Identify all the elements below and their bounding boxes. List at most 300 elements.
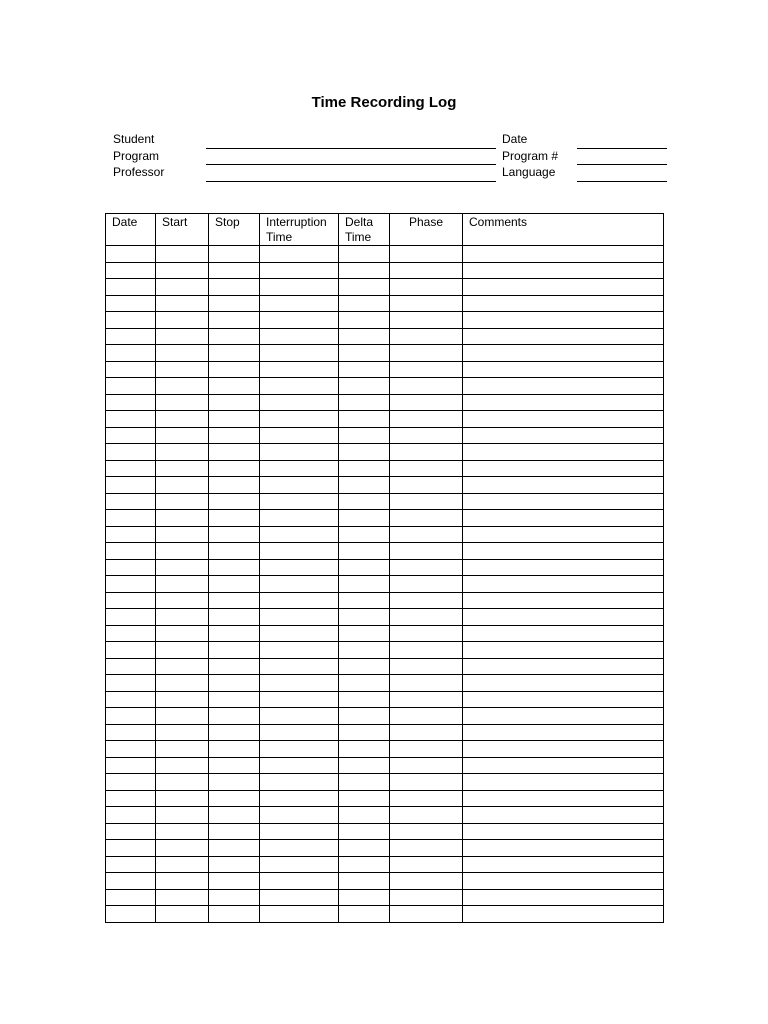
- cell-date[interactable]: [106, 526, 156, 543]
- cell-interruption-time[interactable]: [260, 378, 339, 395]
- cell-date[interactable]: [106, 444, 156, 461]
- cell-stop[interactable]: [209, 262, 260, 279]
- cell-comments[interactable]: [463, 427, 664, 444]
- cell-delta-time[interactable]: [339, 823, 390, 840]
- cell-date[interactable]: [106, 757, 156, 774]
- cell-date[interactable]: [106, 609, 156, 626]
- cell-start[interactable]: [156, 724, 209, 741]
- cell-date[interactable]: [106, 889, 156, 906]
- cell-comments[interactable]: [463, 526, 664, 543]
- cell-stop[interactable]: [209, 790, 260, 807]
- cell-start[interactable]: [156, 361, 209, 378]
- cell-start[interactable]: [156, 394, 209, 411]
- cell-start[interactable]: [156, 906, 209, 923]
- cell-date[interactable]: [106, 592, 156, 609]
- cell-date[interactable]: [106, 394, 156, 411]
- cell-stop[interactable]: [209, 856, 260, 873]
- student-field-line[interactable]: [206, 148, 496, 149]
- cell-start[interactable]: [156, 444, 209, 461]
- cell-interruption-time[interactable]: [260, 790, 339, 807]
- cell-comments[interactable]: [463, 906, 664, 923]
- cell-comments[interactable]: [463, 873, 664, 890]
- cell-stop[interactable]: [209, 675, 260, 692]
- cell-phase[interactable]: [390, 526, 463, 543]
- cell-date[interactable]: [106, 543, 156, 560]
- cell-interruption-time[interactable]: [260, 262, 339, 279]
- cell-comments[interactable]: [463, 724, 664, 741]
- cell-delta-time[interactable]: [339, 262, 390, 279]
- cell-comments[interactable]: [463, 361, 664, 378]
- cell-interruption-time[interactable]: [260, 906, 339, 923]
- cell-date[interactable]: [106, 427, 156, 444]
- cell-comments[interactable]: [463, 790, 664, 807]
- cell-stop[interactable]: [209, 246, 260, 263]
- cell-stop[interactable]: [209, 625, 260, 642]
- cell-delta-time[interactable]: [339, 378, 390, 395]
- cell-delta-time[interactable]: [339, 840, 390, 857]
- cell-delta-time[interactable]: [339, 394, 390, 411]
- cell-comments[interactable]: [463, 691, 664, 708]
- cell-date[interactable]: [106, 378, 156, 395]
- cell-start[interactable]: [156, 774, 209, 791]
- cell-comments[interactable]: [463, 477, 664, 494]
- cell-phase[interactable]: [390, 592, 463, 609]
- cell-stop[interactable]: [209, 807, 260, 824]
- cell-delta-time[interactable]: [339, 856, 390, 873]
- cell-interruption-time[interactable]: [260, 460, 339, 477]
- cell-delta-time[interactable]: [339, 411, 390, 428]
- cell-interruption-time[interactable]: [260, 774, 339, 791]
- cell-comments[interactable]: [463, 840, 664, 857]
- cell-delta-time[interactable]: [339, 609, 390, 626]
- cell-interruption-time[interactable]: [260, 295, 339, 312]
- cell-comments[interactable]: [463, 493, 664, 510]
- cell-date[interactable]: [106, 295, 156, 312]
- cell-start[interactable]: [156, 642, 209, 659]
- cell-date[interactable]: [106, 807, 156, 824]
- cell-comments[interactable]: [463, 510, 664, 527]
- cell-start[interactable]: [156, 807, 209, 824]
- cell-start[interactable]: [156, 427, 209, 444]
- cell-date[interactable]: [106, 708, 156, 725]
- cell-start[interactable]: [156, 840, 209, 857]
- cell-interruption-time[interactable]: [260, 361, 339, 378]
- cell-delta-time[interactable]: [339, 477, 390, 494]
- cell-start[interactable]: [156, 262, 209, 279]
- cell-date[interactable]: [106, 774, 156, 791]
- cell-delta-time[interactable]: [339, 246, 390, 263]
- cell-date[interactable]: [106, 625, 156, 642]
- cell-interruption-time[interactable]: [260, 642, 339, 659]
- cell-start[interactable]: [156, 675, 209, 692]
- cell-delta-time[interactable]: [339, 691, 390, 708]
- cell-interruption-time[interactable]: [260, 246, 339, 263]
- cell-comments[interactable]: [463, 642, 664, 659]
- cell-delta-time[interactable]: [339, 312, 390, 329]
- cell-phase[interactable]: [390, 609, 463, 626]
- cell-start[interactable]: [156, 460, 209, 477]
- cell-phase[interactable]: [390, 493, 463, 510]
- cell-interruption-time[interactable]: [260, 559, 339, 576]
- cell-phase[interactable]: [390, 279, 463, 296]
- cell-interruption-time[interactable]: [260, 345, 339, 362]
- cell-date[interactable]: [106, 345, 156, 362]
- cell-date[interactable]: [106, 906, 156, 923]
- cell-phase[interactable]: [390, 642, 463, 659]
- cell-comments[interactable]: [463, 658, 664, 675]
- cell-date[interactable]: [106, 873, 156, 890]
- cell-delta-time[interactable]: [339, 427, 390, 444]
- cell-stop[interactable]: [209, 642, 260, 659]
- cell-delta-time[interactable]: [339, 345, 390, 362]
- cell-start[interactable]: [156, 345, 209, 362]
- cell-phase[interactable]: [390, 658, 463, 675]
- cell-date[interactable]: [106, 361, 156, 378]
- cell-comments[interactable]: [463, 262, 664, 279]
- cell-phase[interactable]: [390, 906, 463, 923]
- cell-phase[interactable]: [390, 625, 463, 642]
- cell-start[interactable]: [156, 658, 209, 675]
- cell-phase[interactable]: [390, 460, 463, 477]
- cell-stop[interactable]: [209, 543, 260, 560]
- cell-comments[interactable]: [463, 378, 664, 395]
- cell-date[interactable]: [106, 724, 156, 741]
- cell-comments[interactable]: [463, 394, 664, 411]
- cell-date[interactable]: [106, 477, 156, 494]
- cell-stop[interactable]: [209, 873, 260, 890]
- cell-stop[interactable]: [209, 724, 260, 741]
- cell-interruption-time[interactable]: [260, 741, 339, 758]
- cell-interruption-time[interactable]: [260, 477, 339, 494]
- cell-stop[interactable]: [209, 559, 260, 576]
- cell-comments[interactable]: [463, 543, 664, 560]
- cell-start[interactable]: [156, 889, 209, 906]
- cell-start[interactable]: [156, 873, 209, 890]
- cell-phase[interactable]: [390, 295, 463, 312]
- cell-start[interactable]: [156, 295, 209, 312]
- cell-date[interactable]: [106, 411, 156, 428]
- cell-stop[interactable]: [209, 510, 260, 527]
- cell-interruption-time[interactable]: [260, 691, 339, 708]
- cell-interruption-time[interactable]: [260, 840, 339, 857]
- cell-phase[interactable]: [390, 477, 463, 494]
- cell-start[interactable]: [156, 790, 209, 807]
- cell-start[interactable]: [156, 576, 209, 593]
- cell-delta-time[interactable]: [339, 642, 390, 659]
- cell-comments[interactable]: [463, 559, 664, 576]
- table-row: [106, 361, 664, 378]
- cell-interruption-time[interactable]: [260, 823, 339, 840]
- cell-phase[interactable]: [390, 427, 463, 444]
- cell-phase[interactable]: [390, 543, 463, 560]
- cell-interruption-time[interactable]: [260, 708, 339, 725]
- cell-stop[interactable]: [209, 460, 260, 477]
- cell-phase[interactable]: [390, 345, 463, 362]
- table-row: [106, 378, 664, 395]
- cell-start[interactable]: [156, 246, 209, 263]
- cell-phase[interactable]: [390, 559, 463, 576]
- cell-phase[interactable]: [390, 675, 463, 692]
- cell-stop[interactable]: [209, 741, 260, 758]
- header-label-language: Language: [502, 165, 556, 179]
- cell-date[interactable]: [106, 246, 156, 263]
- cell-phase[interactable]: [390, 246, 463, 263]
- cell-interruption-time[interactable]: [260, 807, 339, 824]
- cell-comments[interactable]: [463, 823, 664, 840]
- cell-start[interactable]: [156, 625, 209, 642]
- cell-delta-time[interactable]: [339, 790, 390, 807]
- cell-date[interactable]: [106, 658, 156, 675]
- cell-comments[interactable]: [463, 741, 664, 758]
- cell-start[interactable]: [156, 559, 209, 576]
- cell-start[interactable]: [156, 378, 209, 395]
- cell-start[interactable]: [156, 856, 209, 873]
- cell-stop[interactable]: [209, 295, 260, 312]
- cell-start[interactable]: [156, 708, 209, 725]
- cell-delta-time[interactable]: [339, 460, 390, 477]
- cell-stop[interactable]: [209, 691, 260, 708]
- cell-interruption-time[interactable]: [260, 675, 339, 692]
- cell-start[interactable]: [156, 526, 209, 543]
- cell-interruption-time[interactable]: [260, 625, 339, 642]
- cell-comments[interactable]: [463, 592, 664, 609]
- cell-stop[interactable]: [209, 889, 260, 906]
- cell-stop[interactable]: [209, 576, 260, 593]
- cell-delta-time[interactable]: [339, 592, 390, 609]
- cell-phase[interactable]: [390, 708, 463, 725]
- cell-stop[interactable]: [209, 906, 260, 923]
- cell-phase[interactable]: [390, 312, 463, 329]
- cell-start[interactable]: [156, 328, 209, 345]
- cell-stop[interactable]: [209, 757, 260, 774]
- cell-stop[interactable]: [209, 427, 260, 444]
- table-row: [106, 658, 664, 675]
- cell-phase[interactable]: [390, 856, 463, 873]
- cell-comments[interactable]: [463, 675, 664, 692]
- cell-start[interactable]: [156, 477, 209, 494]
- language-field-line[interactable]: [577, 181, 667, 182]
- cell-start[interactable]: [156, 510, 209, 527]
- cell-delta-time[interactable]: [339, 724, 390, 741]
- cell-date[interactable]: [106, 823, 156, 840]
- cell-comments[interactable]: [463, 312, 664, 329]
- cell-interruption-time[interactable]: [260, 526, 339, 543]
- cell-phase[interactable]: [390, 576, 463, 593]
- cell-delta-time[interactable]: [339, 675, 390, 692]
- cell-start[interactable]: [156, 823, 209, 840]
- cell-delta-time[interactable]: [339, 757, 390, 774]
- cell-stop[interactable]: [209, 345, 260, 362]
- cell-date[interactable]: [106, 642, 156, 659]
- cell-date[interactable]: [106, 493, 156, 510]
- cell-interruption-time[interactable]: [260, 279, 339, 296]
- cell-interruption-time[interactable]: [260, 889, 339, 906]
- cell-date[interactable]: [106, 510, 156, 527]
- cell-stop[interactable]: [209, 312, 260, 329]
- cell-start[interactable]: [156, 609, 209, 626]
- cell-date[interactable]: [106, 460, 156, 477]
- cell-start[interactable]: [156, 592, 209, 609]
- cell-phase[interactable]: [390, 394, 463, 411]
- cell-interruption-time[interactable]: [260, 757, 339, 774]
- cell-start[interactable]: [156, 279, 209, 296]
- cell-delta-time[interactable]: [339, 625, 390, 642]
- cell-start[interactable]: [156, 691, 209, 708]
- cell-date[interactable]: [106, 675, 156, 692]
- cell-date[interactable]: [106, 328, 156, 345]
- cell-delta-time[interactable]: [339, 741, 390, 758]
- cell-phase[interactable]: [390, 807, 463, 824]
- cell-start[interactable]: [156, 312, 209, 329]
- cell-delta-time[interactable]: [339, 807, 390, 824]
- cell-start[interactable]: [156, 493, 209, 510]
- cell-stop[interactable]: [209, 774, 260, 791]
- cell-comments[interactable]: [463, 708, 664, 725]
- cell-comments[interactable]: [463, 774, 664, 791]
- cell-stop[interactable]: [209, 411, 260, 428]
- cell-phase[interactable]: [390, 774, 463, 791]
- cell-delta-time[interactable]: [339, 906, 390, 923]
- program-field-line[interactable]: [206, 164, 496, 165]
- cell-phase[interactable]: [390, 361, 463, 378]
- cell-delta-time[interactable]: [339, 576, 390, 593]
- cell-comments[interactable]: [463, 295, 664, 312]
- cell-delta-time[interactable]: [339, 328, 390, 345]
- cell-stop[interactable]: [209, 526, 260, 543]
- cell-delta-time[interactable]: [339, 774, 390, 791]
- cell-phase[interactable]: [390, 378, 463, 395]
- cell-delta-time[interactable]: [339, 295, 390, 312]
- cell-delta-time[interactable]: [339, 559, 390, 576]
- cell-delta-time[interactable]: [339, 708, 390, 725]
- cell-phase[interactable]: [390, 790, 463, 807]
- cell-phase[interactable]: [390, 741, 463, 758]
- cell-interruption-time[interactable]: [260, 444, 339, 461]
- cell-date[interactable]: [106, 856, 156, 873]
- cell-delta-time[interactable]: [339, 279, 390, 296]
- cell-date[interactable]: [106, 279, 156, 296]
- cell-interruption-time[interactable]: [260, 576, 339, 593]
- cell-phase[interactable]: [390, 262, 463, 279]
- cell-date[interactable]: [106, 559, 156, 576]
- cell-date[interactable]: [106, 790, 156, 807]
- table-body: [106, 246, 664, 923]
- cell-date[interactable]: [106, 312, 156, 329]
- cell-stop[interactable]: [209, 823, 260, 840]
- cell-comments[interactable]: [463, 444, 664, 461]
- cell-interruption-time[interactable]: [260, 510, 339, 527]
- cell-date[interactable]: [106, 691, 156, 708]
- cell-stop[interactable]: [209, 378, 260, 395]
- cell-interruption-time[interactable]: [260, 724, 339, 741]
- professor-field-line[interactable]: [206, 181, 496, 182]
- cell-comments[interactable]: [463, 460, 664, 477]
- cell-interruption-time[interactable]: [260, 873, 339, 890]
- cell-delta-time[interactable]: [339, 361, 390, 378]
- cell-date[interactable]: [106, 262, 156, 279]
- cell-stop[interactable]: [209, 658, 260, 675]
- cell-start[interactable]: [156, 543, 209, 560]
- cell-comments[interactable]: [463, 609, 664, 626]
- cell-stop[interactable]: [209, 394, 260, 411]
- cell-date[interactable]: [106, 741, 156, 758]
- cell-comments[interactable]: [463, 625, 664, 642]
- date-field-line[interactable]: [577, 148, 667, 149]
- cell-comments[interactable]: [463, 411, 664, 428]
- cell-delta-time[interactable]: [339, 444, 390, 461]
- cell-comments[interactable]: [463, 757, 664, 774]
- cell-delta-time[interactable]: [339, 543, 390, 560]
- cell-delta-time[interactable]: [339, 510, 390, 527]
- cell-interruption-time[interactable]: [260, 493, 339, 510]
- cell-stop[interactable]: [209, 477, 260, 494]
- cell-comments[interactable]: [463, 576, 664, 593]
- cell-date[interactable]: [106, 840, 156, 857]
- cell-comments[interactable]: [463, 345, 664, 362]
- cell-phase[interactable]: [390, 411, 463, 428]
- cell-stop[interactable]: [209, 328, 260, 345]
- cell-delta-time[interactable]: [339, 873, 390, 890]
- cell-stop[interactable]: [209, 708, 260, 725]
- cell-comments[interactable]: [463, 328, 664, 345]
- cell-comments[interactable]: [463, 856, 664, 873]
- cell-stop[interactable]: [209, 279, 260, 296]
- cell-start[interactable]: [156, 411, 209, 428]
- cell-comments[interactable]: [463, 889, 664, 906]
- program-number-field-line[interactable]: [577, 164, 667, 165]
- cell-interruption-time[interactable]: [260, 328, 339, 345]
- cell-phase[interactable]: [390, 328, 463, 345]
- cell-delta-time[interactable]: [339, 493, 390, 510]
- cell-date[interactable]: [106, 576, 156, 593]
- cell-stop[interactable]: [209, 609, 260, 626]
- cell-phase[interactable]: [390, 444, 463, 461]
- cell-stop[interactable]: [209, 361, 260, 378]
- cell-stop[interactable]: [209, 840, 260, 857]
- header-label-student: Student: [113, 132, 155, 146]
- cell-interruption-time[interactable]: [260, 411, 339, 428]
- cell-interruption-time[interactable]: [260, 394, 339, 411]
- cell-stop[interactable]: [209, 592, 260, 609]
- cell-interruption-time[interactable]: [260, 312, 339, 329]
- cell-phase[interactable]: [390, 691, 463, 708]
- cell-phase[interactable]: [390, 757, 463, 774]
- cell-delta-time[interactable]: [339, 889, 390, 906]
- cell-stop[interactable]: [209, 444, 260, 461]
- cell-phase[interactable]: [390, 510, 463, 527]
- cell-phase[interactable]: [390, 823, 463, 840]
- cell-phase[interactable]: [390, 724, 463, 741]
- cell-phase[interactable]: [390, 840, 463, 857]
- cell-interruption-time[interactable]: [260, 427, 339, 444]
- cell-delta-time[interactable]: [339, 526, 390, 543]
- cell-phase[interactable]: [390, 889, 463, 906]
- cell-start[interactable]: [156, 757, 209, 774]
- cell-start[interactable]: [156, 741, 209, 758]
- cell-comments[interactable]: [463, 279, 664, 296]
- cell-comments[interactable]: [463, 807, 664, 824]
- cell-stop[interactable]: [209, 493, 260, 510]
- cell-phase[interactable]: [390, 873, 463, 890]
- cell-delta-time[interactable]: [339, 658, 390, 675]
- cell-interruption-time[interactable]: [260, 856, 339, 873]
- table-row: [106, 493, 664, 510]
- cell-interruption-time[interactable]: [260, 592, 339, 609]
- cell-interruption-time[interactable]: [260, 609, 339, 626]
- cell-interruption-time[interactable]: [260, 658, 339, 675]
- cell-interruption-time[interactable]: [260, 543, 339, 560]
- cell-comments[interactable]: [463, 246, 664, 263]
